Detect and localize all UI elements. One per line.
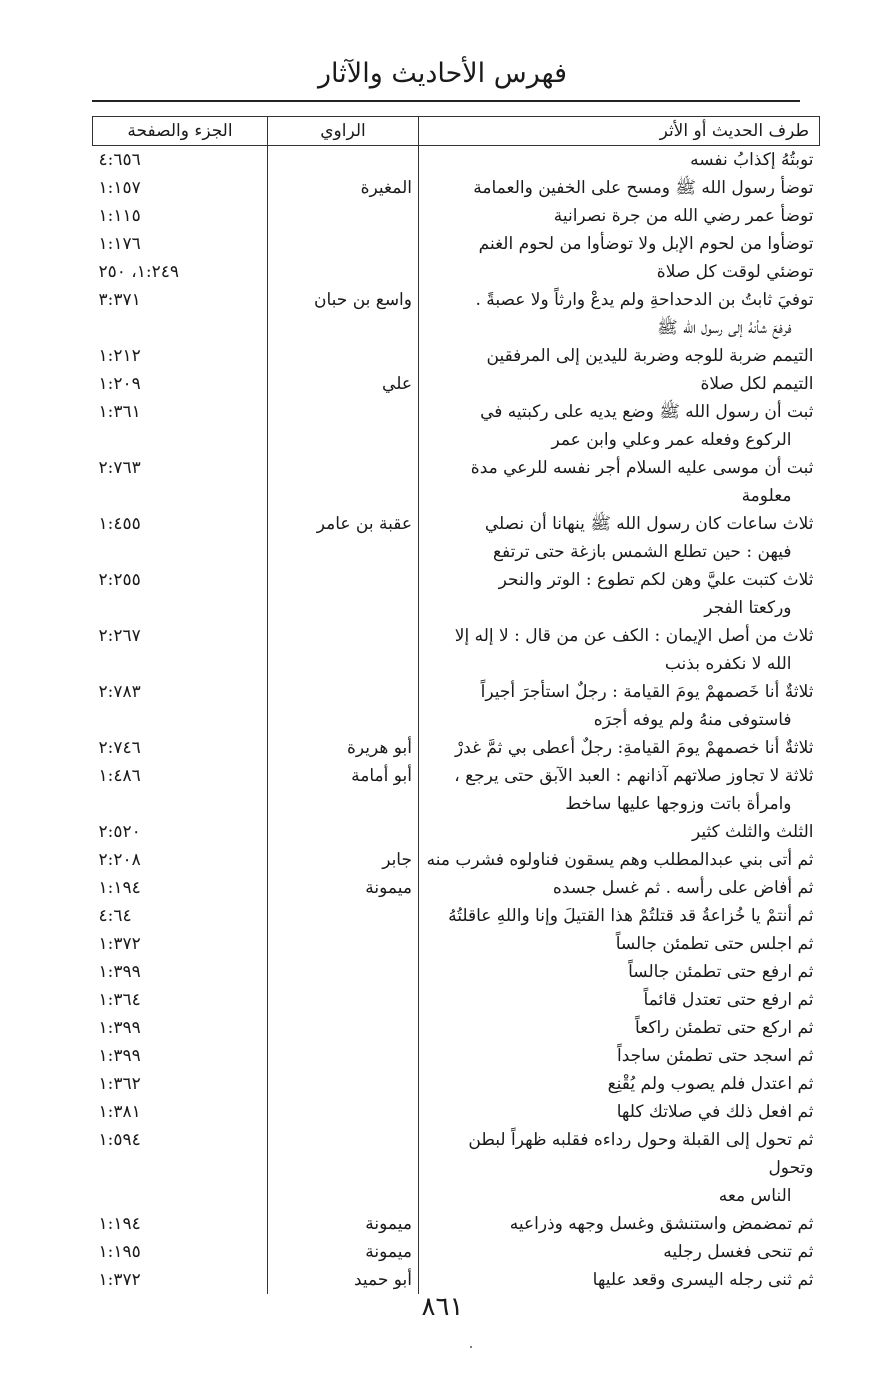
entry-text-cell <box>419 986 820 1014</box>
entry-ref-cell <box>93 1014 268 1042</box>
entry-text: ثم تنحى فغسل رجليه <box>663 1242 814 1262</box>
table-header-row <box>93 117 820 146</box>
entry-text-cell <box>419 1126 820 1210</box>
entry-ref: ١:١٩٤ <box>98 878 141 898</box>
entry-text-cell <box>419 286 820 342</box>
entry-ref-cell <box>93 846 268 874</box>
entry-text: ثلاث من أصل الإيمان : الكف عن من قال : لا إله إلا <box>454 626 814 646</box>
entry-narrator <box>268 146 419 175</box>
entry-text: ثم اسجد حتى تطمئن ساجداً <box>617 1046 814 1066</box>
table-row <box>93 986 820 1014</box>
title-rule <box>92 100 800 102</box>
entry-text-cell <box>419 230 820 258</box>
table-row <box>93 342 820 370</box>
entry-text: ثم اعتدل فلم يصوب ولم يُقْنِع <box>607 1074 814 1094</box>
entry-text: ثبت أن رسول الله ﷺ وضع يديه على ركبتيه في <box>480 402 814 422</box>
table-row <box>93 846 820 874</box>
entry-narrator: جابر <box>268 846 419 874</box>
entry-ref-cell <box>93 202 268 230</box>
entry-narrator <box>268 902 419 930</box>
entry-text: توبتُهُ إكذابُ نفسه <box>690 150 814 170</box>
entry-text: توضأ رسول الله ﷺ ومسح على الخفين والعمامة <box>473 178 814 198</box>
entry-ref-cell <box>93 286 268 342</box>
table-row <box>93 1210 820 1238</box>
entry-ref: ٤:٦٤ <box>98 906 132 926</box>
entry-narrator: أبو حميد <box>268 1266 419 1294</box>
entry-text-cell <box>419 342 820 370</box>
table-row <box>93 146 820 175</box>
entry-ref-cell <box>93 258 268 286</box>
entry-ref-cell <box>93 174 268 202</box>
entry-text-continuation: فيهن : حين تطلع الشمس بازغة حتى ترتفع <box>492 542 792 562</box>
entry-text-cell <box>419 902 820 930</box>
entry-text: ثم أفاض على رأسه . ثم غسل جسده <box>552 878 814 898</box>
header-narrator: الراوي <box>268 117 419 146</box>
entry-text-cell <box>419 566 820 622</box>
entry-ref-cell <box>93 1210 268 1238</box>
entry-text-continuation: معلومة <box>741 486 792 506</box>
table-row <box>93 874 820 902</box>
entry-ref: ١:١٧٦ <box>98 234 141 254</box>
table-row <box>93 566 820 622</box>
entry-text-continuation: وركعتا الفجر <box>704 598 792 618</box>
entry-ref-cell <box>93 1070 268 1098</box>
entry-ref: ٢:٢٠٨ <box>98 850 141 870</box>
entry-ref: ١:١٥٧ <box>98 178 141 198</box>
entry-ref-cell <box>93 398 268 454</box>
entry-text: ثم تمضمض واستنشق وغسل وجهه وذراعيه <box>509 1214 814 1234</box>
entry-text: ثم تحول إلى القبلة وحول رداءه فقلبه ظهراً لبطن وتحول <box>468 1130 814 1178</box>
entry-ref: ١:٤٥٥ <box>98 514 141 534</box>
entry-ref-cell <box>93 930 268 958</box>
entry-text-cell <box>419 930 820 958</box>
entry-narrator <box>268 342 419 370</box>
table-row <box>93 1014 820 1042</box>
entry-text-cell <box>419 958 820 986</box>
entry-narrator: أبو هريرة <box>268 734 419 762</box>
entry-ref: ١:٢١٢ <box>98 346 141 366</box>
table-row <box>93 370 820 398</box>
entry-ref-cell <box>93 734 268 762</box>
entry-text-continuation: فرفعَ شأنهُ إلى رسول الله ﷺ <box>657 318 792 338</box>
entry-ref: ١:٢٤٩، ٢٥٠ <box>98 262 180 282</box>
entry-narrator <box>268 958 419 986</box>
entry-text-cell <box>419 1070 820 1098</box>
entry-ref-cell <box>93 874 268 902</box>
entry-ref-cell <box>93 146 268 175</box>
entry-text: ثلاث كتبت عليَّ وهن لكم تطوع : الوتر والنحر <box>498 570 814 590</box>
entry-ref: ٢:٢٥٥ <box>98 570 141 590</box>
entry-ref: ١:٣٩٩ <box>98 1046 141 1066</box>
entry-ref-cell <box>93 566 268 622</box>
entry-text: ثلاث ساعات كان رسول الله ﷺ ينهانا أن نصلي <box>484 514 814 534</box>
entry-narrator: واسع بن حبان <box>268 286 419 342</box>
entry-ref: ٢:٧٨٣ <box>98 682 141 702</box>
entry-text-cell <box>419 1210 820 1238</box>
entry-text: ثم ثنى رجله اليسرى وقعد عليها <box>592 1270 814 1290</box>
entry-ref: ١:٢٠٩ <box>98 374 141 394</box>
table-row <box>93 510 820 566</box>
entry-text: ثلاثةٌ أنا خَصمهمْ يومَ القيامة : رجلٌ استأجرَ أجيراً <box>480 682 814 702</box>
entry-text-cell <box>419 146 820 175</box>
entry-text-cell <box>419 202 820 230</box>
entry-text: التيمم ضربة للوجه وضربة لليدين إلى المرفقين <box>486 346 814 366</box>
entry-text: ثم افعل ذلك في صلاتك كلها <box>616 1102 814 1122</box>
entry-narrator <box>268 1070 419 1098</box>
entry-ref: ١:٥٩٤ <box>98 1130 141 1150</box>
table-row <box>93 230 820 258</box>
entry-ref: ٢:٥٢٠ <box>98 822 141 842</box>
entry-ref: ٢:٧٦٣ <box>98 458 141 478</box>
entry-narrator: ميمونة <box>268 874 419 902</box>
entry-narrator: المغيرة <box>268 174 419 202</box>
entry-ref: ١:٣٦٢ <box>98 1074 141 1094</box>
entry-text: ثبت أن موسى عليه السلام أجر نفسه للرعي مدة <box>470 458 814 478</box>
entry-text: توفيَ ثابتُ بن الدحداحةِ ولم يدعْ وارثاً ولا عصبةً . <box>475 290 814 310</box>
entry-text-cell <box>419 454 820 510</box>
entry-ref-cell <box>93 230 268 258</box>
entry-ref: ٢:٢٦٧ <box>98 626 141 646</box>
table-body <box>93 146 820 1295</box>
entry-text-continuation: الركوع وفعله عمر وعلي وابن عمر <box>551 430 792 450</box>
table-row <box>93 734 820 762</box>
entry-text-cell <box>419 622 820 678</box>
table-row <box>93 286 820 342</box>
table-row <box>93 930 820 958</box>
entry-text-continuation: الناس معه <box>718 1186 792 1206</box>
entry-narrator <box>268 454 419 510</box>
entry-text: ثم اركع حتى تطمئن راكعاً <box>634 1018 814 1038</box>
table-row <box>93 678 820 734</box>
entry-narrator <box>268 566 419 622</box>
entry-narrator <box>268 398 419 454</box>
entry-ref-cell <box>93 342 268 370</box>
entry-ref-cell <box>93 1238 268 1266</box>
entry-ref: ٣:٣٧١ <box>98 290 141 310</box>
entry-text: ثم ارفع حتى تطمئن جالساً <box>628 962 814 982</box>
entry-ref: ١:٣٩٩ <box>98 1018 141 1038</box>
entry-narrator <box>268 230 419 258</box>
entry-ref: ١:٣٧٢ <box>98 934 141 954</box>
entry-text-cell <box>419 398 820 454</box>
entry-ref-cell <box>93 958 268 986</box>
entry-narrator <box>268 986 419 1014</box>
entry-narrator <box>268 1126 419 1210</box>
table-row <box>93 902 820 930</box>
entry-ref: ١:٤٨٦ <box>98 766 141 786</box>
entry-ref-cell <box>93 510 268 566</box>
entry-ref-cell <box>93 622 268 678</box>
entry-narrator <box>268 1098 419 1126</box>
entry-narrator: ميمونة <box>268 1238 419 1266</box>
entry-ref: ١:٣٩٩ <box>98 962 141 982</box>
entry-narrator <box>268 678 419 734</box>
entry-ref-cell <box>93 902 268 930</box>
entry-ref: ٤:٦٥٦ <box>98 150 141 170</box>
header-text: طرف الحديث أو الأثر <box>419 117 820 146</box>
entry-text-continuation: فاستوفى منهُ ولم يوفه أجرَه <box>593 710 792 730</box>
page-speck <box>470 1346 472 1348</box>
entry-ref-cell <box>93 762 268 818</box>
entry-ref: ١:١١٥ <box>98 206 141 226</box>
entry-text: التيمم لكل صلاة <box>700 374 814 394</box>
table-row <box>93 958 820 986</box>
entry-text-cell <box>419 510 820 566</box>
entry-narrator <box>268 258 419 286</box>
page-number: ٨٦١ <box>421 1292 464 1322</box>
entry-ref: ٢:٧٤٦ <box>98 738 141 758</box>
entry-text-cell <box>419 678 820 734</box>
entry-narrator <box>268 1014 419 1042</box>
table-row <box>93 1070 820 1098</box>
entry-text-cell <box>419 846 820 874</box>
entry-text-cell <box>419 762 820 818</box>
entry-narrator <box>268 202 419 230</box>
entry-ref-cell <box>93 454 268 510</box>
entry-ref-cell <box>93 986 268 1014</box>
entry-text: توضئي لوقت كل صلاة <box>656 262 814 282</box>
table-row <box>93 1126 820 1210</box>
entry-text-cell <box>419 1014 820 1042</box>
entry-text: ثم أنتمْ يا خُزاعةُ قد قتلتُمْ هذا القتيلَ وإنا واللهِ عاقلتُهُ <box>448 906 814 926</box>
entry-text: ثم ارفع حتى تعتدل قائماً <box>643 990 814 1010</box>
table-row <box>93 818 820 846</box>
table-row <box>93 174 820 202</box>
table-row <box>93 202 820 230</box>
entry-narrator <box>268 622 419 678</box>
entry-text: ثلاثةٌ أنا خصمهمْ يومَ القيامةِ: رجلٌ أعطى بي ثمَّ غدرْ <box>454 738 814 758</box>
entry-text-cell <box>419 1266 820 1294</box>
entry-text-cell <box>419 174 820 202</box>
entry-ref-cell <box>93 1042 268 1070</box>
entry-narrator: ميمونة <box>268 1210 419 1238</box>
table-row <box>93 762 820 818</box>
entry-text-cell <box>419 874 820 902</box>
entry-text-cell <box>419 370 820 398</box>
entry-narrator: أبو أمامة <box>268 762 419 818</box>
entry-text-continuation: الله لا نكفره بذنب <box>664 654 792 674</box>
entry-text-continuation: وامرأة باتت وزوجها عليها ساخط <box>565 794 792 814</box>
entry-ref-cell <box>93 1266 268 1294</box>
entry-text: توضأ عمر رضي الله من جرة نصرانية <box>553 206 814 226</box>
entry-ref: ١:١٩٥ <box>98 1242 141 1262</box>
entry-text: ثم أتى بني عبدالمطلب وهم يسقون فناولوه فشرب منه <box>426 850 814 870</box>
entry-ref-cell <box>93 370 268 398</box>
table-row <box>93 622 820 678</box>
entry-narrator <box>268 1042 419 1070</box>
table-row <box>93 454 820 510</box>
entry-text-cell <box>419 258 820 286</box>
entry-text-cell <box>419 1098 820 1126</box>
entry-text: ثم اجلس حتى تطمئن جالساً <box>615 934 814 954</box>
entry-ref-cell <box>93 818 268 846</box>
entry-ref: ١:٣٦٤ <box>98 990 141 1010</box>
entry-narrator <box>268 930 419 958</box>
entry-text-cell <box>419 818 820 846</box>
hadith-index-table <box>92 116 820 1294</box>
header-ref: الجزء والصفحة <box>93 117 268 146</box>
entry-ref-cell <box>93 1126 268 1210</box>
table-row <box>93 398 820 454</box>
entry-text-cell <box>419 1238 820 1266</box>
table-row <box>93 1266 820 1294</box>
entry-text: ثلاثة لا تجاوز صلاتهم آذانهم : العبد الآبق حتى يرجع ، <box>454 766 814 786</box>
table-row <box>93 1042 820 1070</box>
entry-text: توضأوا من لحوم الإبل ولا توضأوا من لحوم الغنم <box>478 234 814 254</box>
table-row <box>93 1238 820 1266</box>
entry-ref: ١:٣٨١ <box>98 1102 141 1122</box>
entry-ref: ١:٣٦١ <box>98 402 141 422</box>
page-title: فهرس الأحاديث والآثار <box>318 58 567 89</box>
table-row <box>93 258 820 286</box>
entry-ref-cell <box>93 1098 268 1126</box>
entry-text-cell <box>419 734 820 762</box>
entry-ref-cell <box>93 678 268 734</box>
entry-narrator <box>268 818 419 846</box>
entry-text: الثلث والثلث كثير <box>692 822 814 842</box>
entry-ref: ١:٣٧٢ <box>98 1270 141 1290</box>
entry-ref: ١:١٩٤ <box>98 1214 141 1234</box>
entry-text-cell <box>419 1042 820 1070</box>
table-row <box>93 1098 820 1126</box>
entry-narrator: عقبة بن عامر <box>268 510 419 566</box>
entry-narrator: علي <box>268 370 419 398</box>
